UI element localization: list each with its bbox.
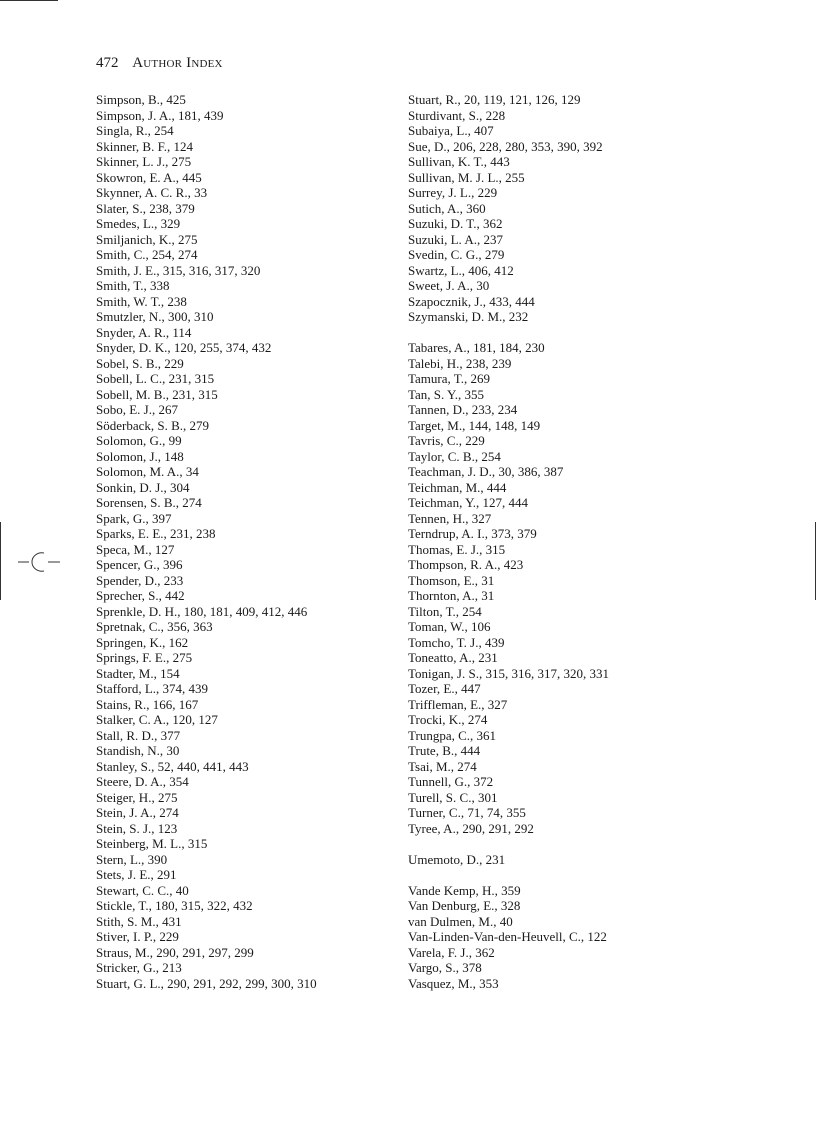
index-entry: Varela, F. J., 362 [408, 944, 495, 960]
index-entry: Sprecher, S., 442 [96, 588, 185, 603]
index-entry: Van Denburg, E., 328 [408, 898, 521, 913]
index-entry: Söderback, S. B., 279 [96, 417, 210, 433]
crop-mark-left [0, 522, 1, 600]
index-entry: Teachman, J. D., 30, 386, 387 [408, 464, 564, 479]
index-entry: Stewart, C. C., 40 [96, 882, 189, 898]
crop-mark-top [0, 0, 58, 1]
index-entry: Tannen, D., 233, 234 [408, 402, 518, 417]
index-entry: Sturdivant, S., 228 [408, 107, 506, 123]
index-column-right [408, 92, 698, 991]
index-entry: Smedes, L., 329 [96, 216, 181, 231]
index-entry: Stadter, M., 154 [96, 665, 180, 681]
index-entry: Trute, B., 444 [408, 743, 481, 758]
index-entry: Slater, S., 238, 379 [96, 200, 195, 216]
index-entry: Stricker, G., 213 [96, 960, 182, 975]
index-entry: Van-Linden-Van-den-Heuvell, C., 122 [408, 929, 607, 944]
index-entry: Stickle, T., 180, 315, 322, 432 [96, 898, 253, 913]
index-entry: Tan, S. Y., 355 [408, 386, 485, 402]
index-entry: Sobo, E. J., 267 [96, 402, 178, 417]
index-entry: Talebi, H., 238, 239 [408, 355, 512, 371]
index-entry: Smith, J. E., 315, 316, 317, 320 [96, 262, 261, 278]
index-entry: Thornton, A., 31 [408, 588, 495, 603]
index-entry: Stall, R. D., 377 [96, 727, 181, 743]
index-entry: Sparks, E. E., 231, 238 [96, 526, 216, 541]
index-entry: Springs, F. E., 275 [96, 650, 193, 665]
index-entry: Steere, D. A., 354 [96, 774, 189, 789]
index-entry: Suzuki, L. A., 237 [408, 231, 503, 247]
index-entry: Sprenkle, D. H., 180, 181, 409, 412, 446 [96, 603, 308, 619]
index-entry: Tsai, M., 274 [408, 758, 477, 774]
index-entry: Stein, J. A., 274 [96, 805, 179, 820]
index-entry: Tomcho, T. J., 439 [408, 634, 505, 650]
index-entry: Straus, M., 290, 291, 297, 299 [96, 944, 254, 960]
index-entry: Thomas, E. J., 315 [408, 541, 506, 557]
index-entry: Trungpa, C., 361 [408, 727, 497, 743]
index-entry: Turell, S. C., 301 [408, 789, 498, 805]
index-entry: Tabares, A., 181, 184, 230 [408, 340, 545, 355]
index-entry: Surrey, J. L., 229 [408, 185, 498, 200]
index-entry: Steinberg, M. L., 315 [96, 836, 208, 851]
index-entry: Simpson, B., 425 [96, 92, 186, 107]
letter-group-gap [408, 325, 698, 341]
index-entry: Tilton, T., 254 [408, 603, 482, 619]
index-entry: Skinner, L. J., 275 [96, 154, 192, 169]
index-entry: Sullivan, M. J. L., 255 [408, 169, 525, 185]
index-entry: Stalker, C. A., 120, 127 [96, 712, 218, 727]
index-entry: Turner, C., 71, 74, 355 [408, 805, 526, 820]
index-entry: Spark, G., 397 [96, 510, 172, 526]
letter-group-gap [408, 836, 698, 852]
index-entry: Smith, C., 254, 274 [96, 247, 198, 262]
index-entry: Tyree, A., 290, 291, 292 [408, 820, 534, 836]
index-entry: Tavris, C., 229 [408, 433, 485, 448]
index-entry: Sorensen, S. B., 274 [96, 495, 202, 510]
index-entry: Tennen, H., 327 [408, 510, 492, 526]
index-entry: Triffleman, E., 327 [408, 696, 508, 712]
index-entry: Trocki, K., 274 [408, 712, 488, 727]
index-entry: Stiver, I. P., 229 [96, 929, 179, 944]
index-entry: Thompson, R. A., 423 [408, 557, 524, 572]
index-entry: Skinner, B. F., 124 [96, 138, 194, 154]
index-entry: Sobell, M. B., 231, 315 [96, 386, 218, 402]
index-entry: Teichman, M., 444 [408, 479, 507, 495]
index-entry: Skynner, A. C. R., 33 [96, 185, 208, 200]
letter-group-gap [408, 867, 698, 883]
index-entry: Thomson, E., 31 [408, 572, 495, 588]
index-entry: Sobell, L. C., 231, 315 [96, 371, 215, 386]
index-entry: Speca, M., 127 [96, 541, 175, 557]
index-entry: Szymanski, D. M., 232 [408, 309, 529, 324]
index-entry: Terndrup, A. I., 373, 379 [408, 526, 537, 541]
section-title: Author Index [132, 55, 223, 71]
index-entry: Springen, K., 162 [96, 634, 189, 650]
index-entry: Teichman, Y., 127, 444 [408, 495, 529, 510]
index-entry: Tonigan, J. S., 315, 316, 317, 320, 331 [408, 665, 609, 681]
index-entry: Suzuki, D. T., 362 [408, 216, 503, 231]
index-entry: Tozer, E., 447 [408, 681, 481, 696]
index-entry: Sullivan, K. T., 443 [408, 154, 510, 169]
index-entry: Vande Kemp, H., 359 [408, 882, 521, 898]
index-entry: Sue, D., 206, 228, 280, 353, 390, 392 [408, 138, 603, 154]
index-entry: Stuart, R., 20, 119, 121, 126, 129 [408, 92, 581, 107]
index-entry: Snyder, D. K., 120, 255, 374, 432 [96, 340, 272, 355]
index-entry: Sutich, A., 360 [408, 200, 486, 216]
index-entry: Target, M., 144, 148, 149 [408, 417, 541, 433]
index-entry: Umemoto, D., 231 [408, 851, 506, 867]
index-entry: Toman, W., 106 [408, 619, 491, 634]
index-entry: Spretnak, C., 356, 363 [96, 619, 213, 634]
index-entry: Smutzler, N., 300, 310 [96, 309, 214, 324]
index-entry: Smith, W. T., 238 [96, 293, 187, 309]
index-entry: Tunnell, G., 372 [408, 774, 494, 789]
page-number: 472 [96, 55, 119, 71]
index-entry: Stets, J. E., 291 [96, 867, 177, 882]
index-entry: Snyder, A. R., 114 [96, 324, 192, 340]
index-entry: Toneatto, A., 231 [408, 650, 498, 665]
index-entry: Swartz, L., 406, 412 [408, 262, 514, 278]
index-entry: Smith, T., 338 [96, 278, 170, 293]
index-entry: Simpson, J. A., 181, 439 [96, 107, 224, 123]
index-entry: Stein, S. J., 123 [96, 820, 178, 836]
index-entry: Singla, R., 254 [96, 123, 174, 138]
index-entry: Stafford, L., 374, 439 [96, 681, 209, 696]
index-entry: Vasquez, M., 353 [408, 975, 499, 991]
index-entry: Vargo, S., 378 [408, 960, 482, 975]
index-entry: Spender, D., 233 [96, 572, 184, 588]
index-entry: Solomon, J., 148 [96, 448, 184, 464]
index-entry: Subaiya, L., 407 [408, 123, 494, 138]
running-head [96, 54, 223, 72]
index-entry: Stith, S. M., 431 [96, 913, 182, 929]
index-entry: van Dulmen, M., 40 [408, 913, 513, 929]
index-entry: Stern, L., 390 [96, 851, 168, 867]
index-entry: Stuart, G. L., 290, 291, 292, 299, 300, 310 [96, 975, 317, 991]
index-entry: Stanley, S., 52, 440, 441, 443 [96, 758, 249, 774]
index-entry: Spencer, G., 396 [96, 557, 183, 572]
index-entry: Solomon, G., 99 [96, 433, 182, 448]
index-entry: Skowron, E. A., 445 [96, 169, 202, 185]
index-entry: Tamura, T., 269 [408, 371, 491, 386]
index-entry: Steiger, H., 275 [96, 789, 178, 805]
index-entry: Sonkin, D. J., 304 [96, 479, 190, 495]
index-entry: Smiljanich, K., 275 [96, 231, 198, 247]
index-entry: Sobel, S. B., 229 [96, 355, 184, 371]
index-entry: Stains, R., 166, 167 [96, 696, 199, 712]
index-entry: Svedin, C. G., 279 [408, 247, 505, 262]
registration-mark-icon [18, 548, 60, 576]
index-entry: Sweet, J. A., 30 [408, 278, 490, 293]
index-entry: Solomon, M. A., 34 [96, 464, 199, 479]
index-column-left [96, 92, 396, 991]
index-entry: Taylor, C. B., 254 [408, 448, 501, 464]
index-entry: Szapocznik, J., 433, 444 [408, 293, 535, 309]
index-entry: Standish, N., 30 [96, 743, 180, 758]
